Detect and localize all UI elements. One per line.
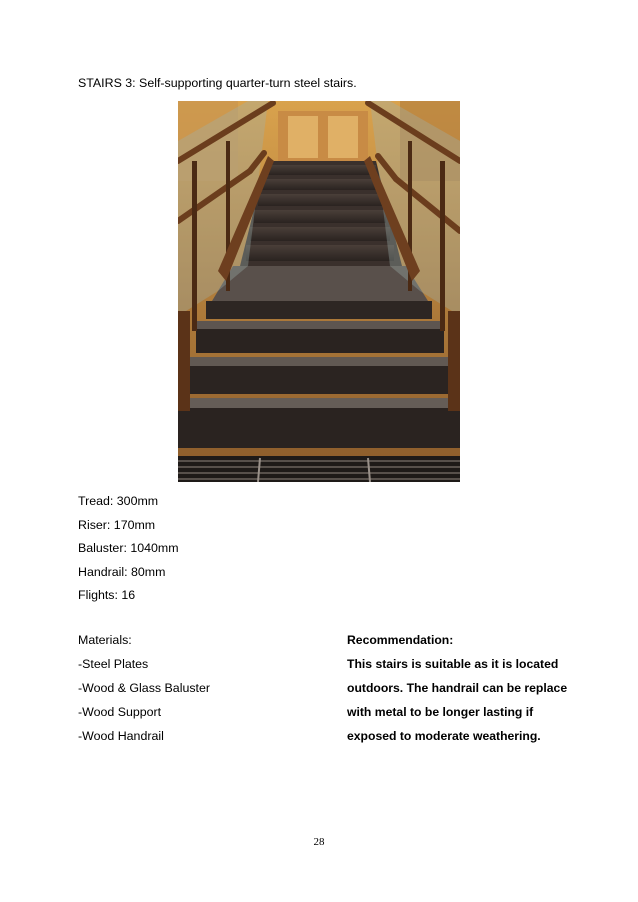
stair-specifications (78, 490, 179, 608)
spec-tread: Tread: 300mm (78, 494, 159, 508)
recommendation-heading: Recommendation: (347, 633, 454, 647)
recommendation-block (347, 628, 567, 748)
material-item: -Wood Support (78, 705, 162, 719)
spec-flights: Flights: 16 (78, 588, 136, 602)
materials-list (78, 628, 210, 748)
material-item: -Wood Handrail (78, 729, 164, 743)
recommendation-line: with metal to be longer lasting if (347, 705, 534, 719)
figure-caption: STAIRS 3: Self-supporting quarter-turn steel stairs. (78, 76, 357, 90)
spec-baluster: Baluster: 1040mm (78, 541, 179, 555)
staircase-photo (178, 101, 460, 482)
spec-handrail: Handrail: 80mm (78, 564, 166, 579)
recommendation-line: exposed to moderate weathering. (347, 729, 541, 743)
recommendation-line: This stairs is suitable as it is located (347, 657, 559, 671)
recommendation-line: outdoors. The handrail can be replace (347, 681, 568, 695)
material-item: -Wood & Glass Baluster (78, 681, 210, 695)
materials-heading: Materials: (78, 633, 132, 647)
page-number: 28 (313, 836, 325, 848)
spec-riser: Riser: 170mm (78, 517, 156, 532)
material-item: -Steel Plates (78, 657, 149, 671)
